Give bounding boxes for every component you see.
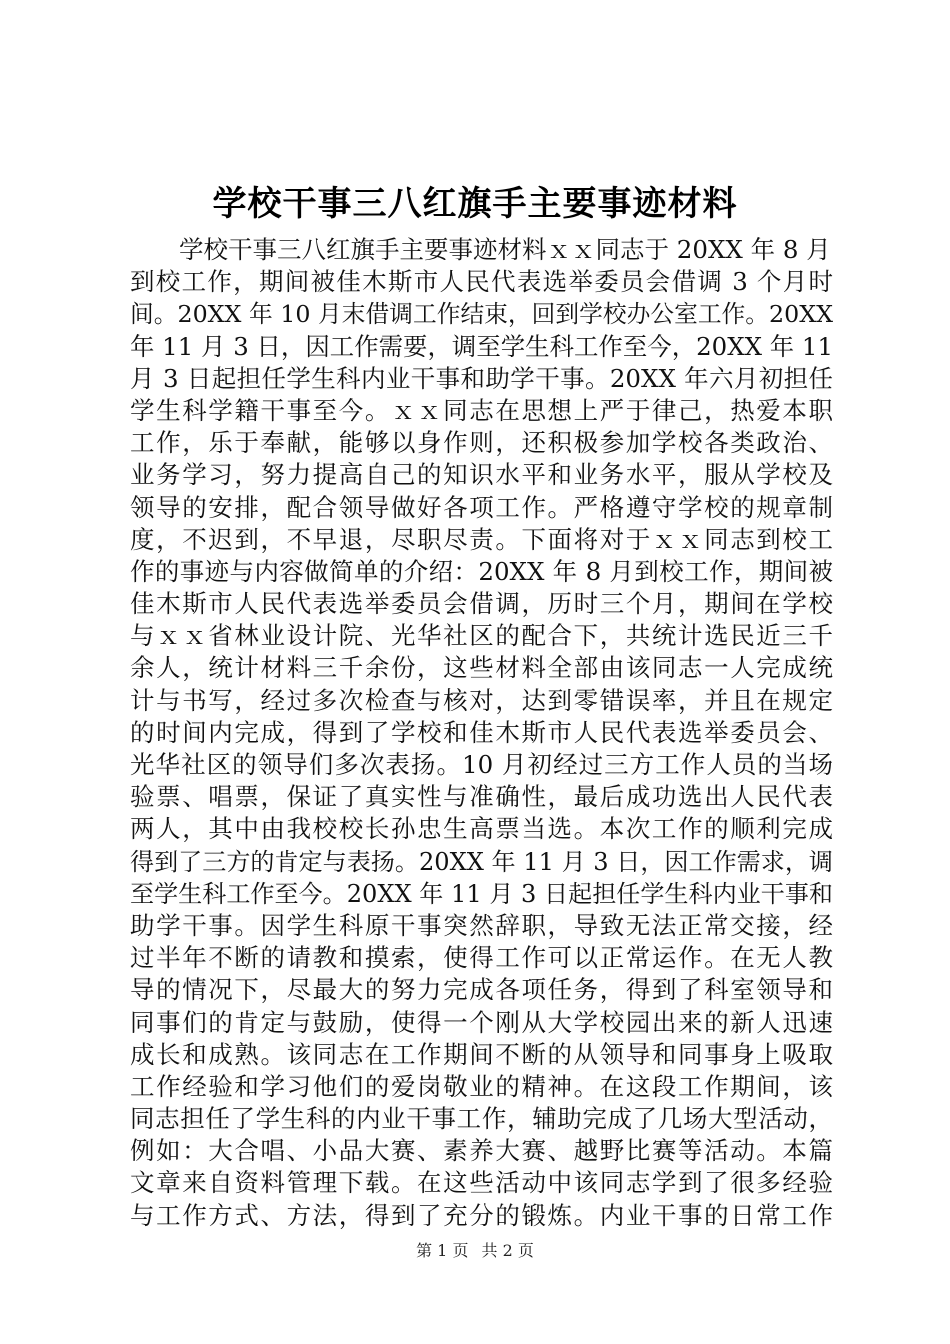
body-line: 年 11 月 3 日，因工作需要，调至学生科工作至今，20XX 年 11 xyxy=(130,331,833,361)
body-line: 与ｘｘ省林业设计院、光华社区的配合下，共统计选民近三千 xyxy=(130,621,833,651)
body-line: 领导的安排，配合领导做好各项工作。严格遵守学校的规章制 xyxy=(130,492,833,522)
body-line: 作的事迹与内容做简单的介绍：20XX 年 8 月到校工作，期间被 xyxy=(130,556,833,586)
body-line: 与工作方式、方法，得到了充分的锻炼。内业干事的日常工作 xyxy=(130,1200,833,1230)
body-line: 学校干事三八红旗手主要事迹材料ｘｘ同志于 20XX 年 8 月 xyxy=(130,235,831,264)
body-line: 到校工作，期间被佳木斯市人民代表选举委员会借调 3 个月时 xyxy=(130,267,833,297)
page-number-total: 共 2 页 xyxy=(481,1241,534,1260)
body-line: 同事们的肯定与鼓励，使得一个刚从大学校园出来的新人迅速 xyxy=(130,1007,833,1037)
body-line: 佳木斯市人民代表选举委员会借调，历时三个月，期间在学校 xyxy=(130,589,833,619)
body-line: 学生科学籍干事至今。ｘｘ同志在思想上严于律己，热爱本职 xyxy=(130,395,833,425)
page-number-current: 第 1 页 xyxy=(416,1241,469,1260)
body-line: 同志担任了学生科的内业干事工作，辅助完成了几场大型活动， xyxy=(130,1104,833,1134)
body-line: 度，不迟到，不早退，尽职尽责。下面将对于ｘｘ同志到校工 xyxy=(130,524,833,554)
body-line: 验票、唱票，保证了真实性与准确性，最后成功选出人民代表 xyxy=(130,782,833,812)
body-line: 导的情况下，尽最大的努力完成各项任务，得到了科室领导和 xyxy=(130,975,833,1005)
body-line: 至学生科工作至今。20XX 年 11 月 3 日起担任学生科内业干事和 xyxy=(130,879,833,908)
body-line: 工作，乐于奉献，能够以身作则，还积极参加学校各类政治、 xyxy=(130,428,833,458)
document-title: 学校干事三八红旗手主要事迹材料 xyxy=(212,184,738,224)
body-line: 月 3 日起担任学生科内业干事和助学干事。20XX 年六月初担任 xyxy=(130,363,833,393)
body-line: 过半年不断的请教和摸索，使得工作可以正常运作。在无人教 xyxy=(130,943,833,973)
body-line: 间。20XX 年 10 月末借调工作结束，回到学校办公室工作。20XX xyxy=(130,300,833,329)
body-line: 助学干事。因学生科原干事突然辞职，导致无法正常交接，经 xyxy=(130,910,833,940)
body-line: 业务学习，努力提高自己的知识水平和业务水平，服从学校及 xyxy=(130,460,833,490)
body-line: 工作经验和学习他们的爱岗敬业的精神。在这段工作期间，该 xyxy=(130,1071,833,1101)
page-footer xyxy=(0,1238,950,1261)
body-line: 得到了三方的肯定与表扬。20XX 年 11 月 3 日，因工作需求，调 xyxy=(130,847,833,876)
body-line: 的时间内完成，得到了学校和佳木斯市人民代表选举委员会、 xyxy=(130,717,833,747)
body-line: 光华社区的领导们多次表扬。10 月初经过三方工作人员的当场 xyxy=(130,750,833,779)
body-line: 例如：大合唱、小品大赛、素养大赛、越野比赛等活动。本篇 xyxy=(130,1136,833,1166)
document-body xyxy=(130,234,833,1232)
body-line: 两人，其中由我校校长孙忠生高票当选。本次工作的顺利完成 xyxy=(130,814,833,844)
body-line: 余人，统计材料三千余份，这些材料全部由该同志一人完成统 xyxy=(130,653,833,683)
body-line: 文章来自资料管理下载。在这些活动中该同志学到了很多经验 xyxy=(130,1168,833,1198)
body-line: 成长和成熟。该同志在工作期间不断的从领导和同事身上吸取 xyxy=(130,1039,833,1069)
body-line: 计与书写，经过多次检查与核对，达到零错误率，并且在规定 xyxy=(130,685,833,715)
